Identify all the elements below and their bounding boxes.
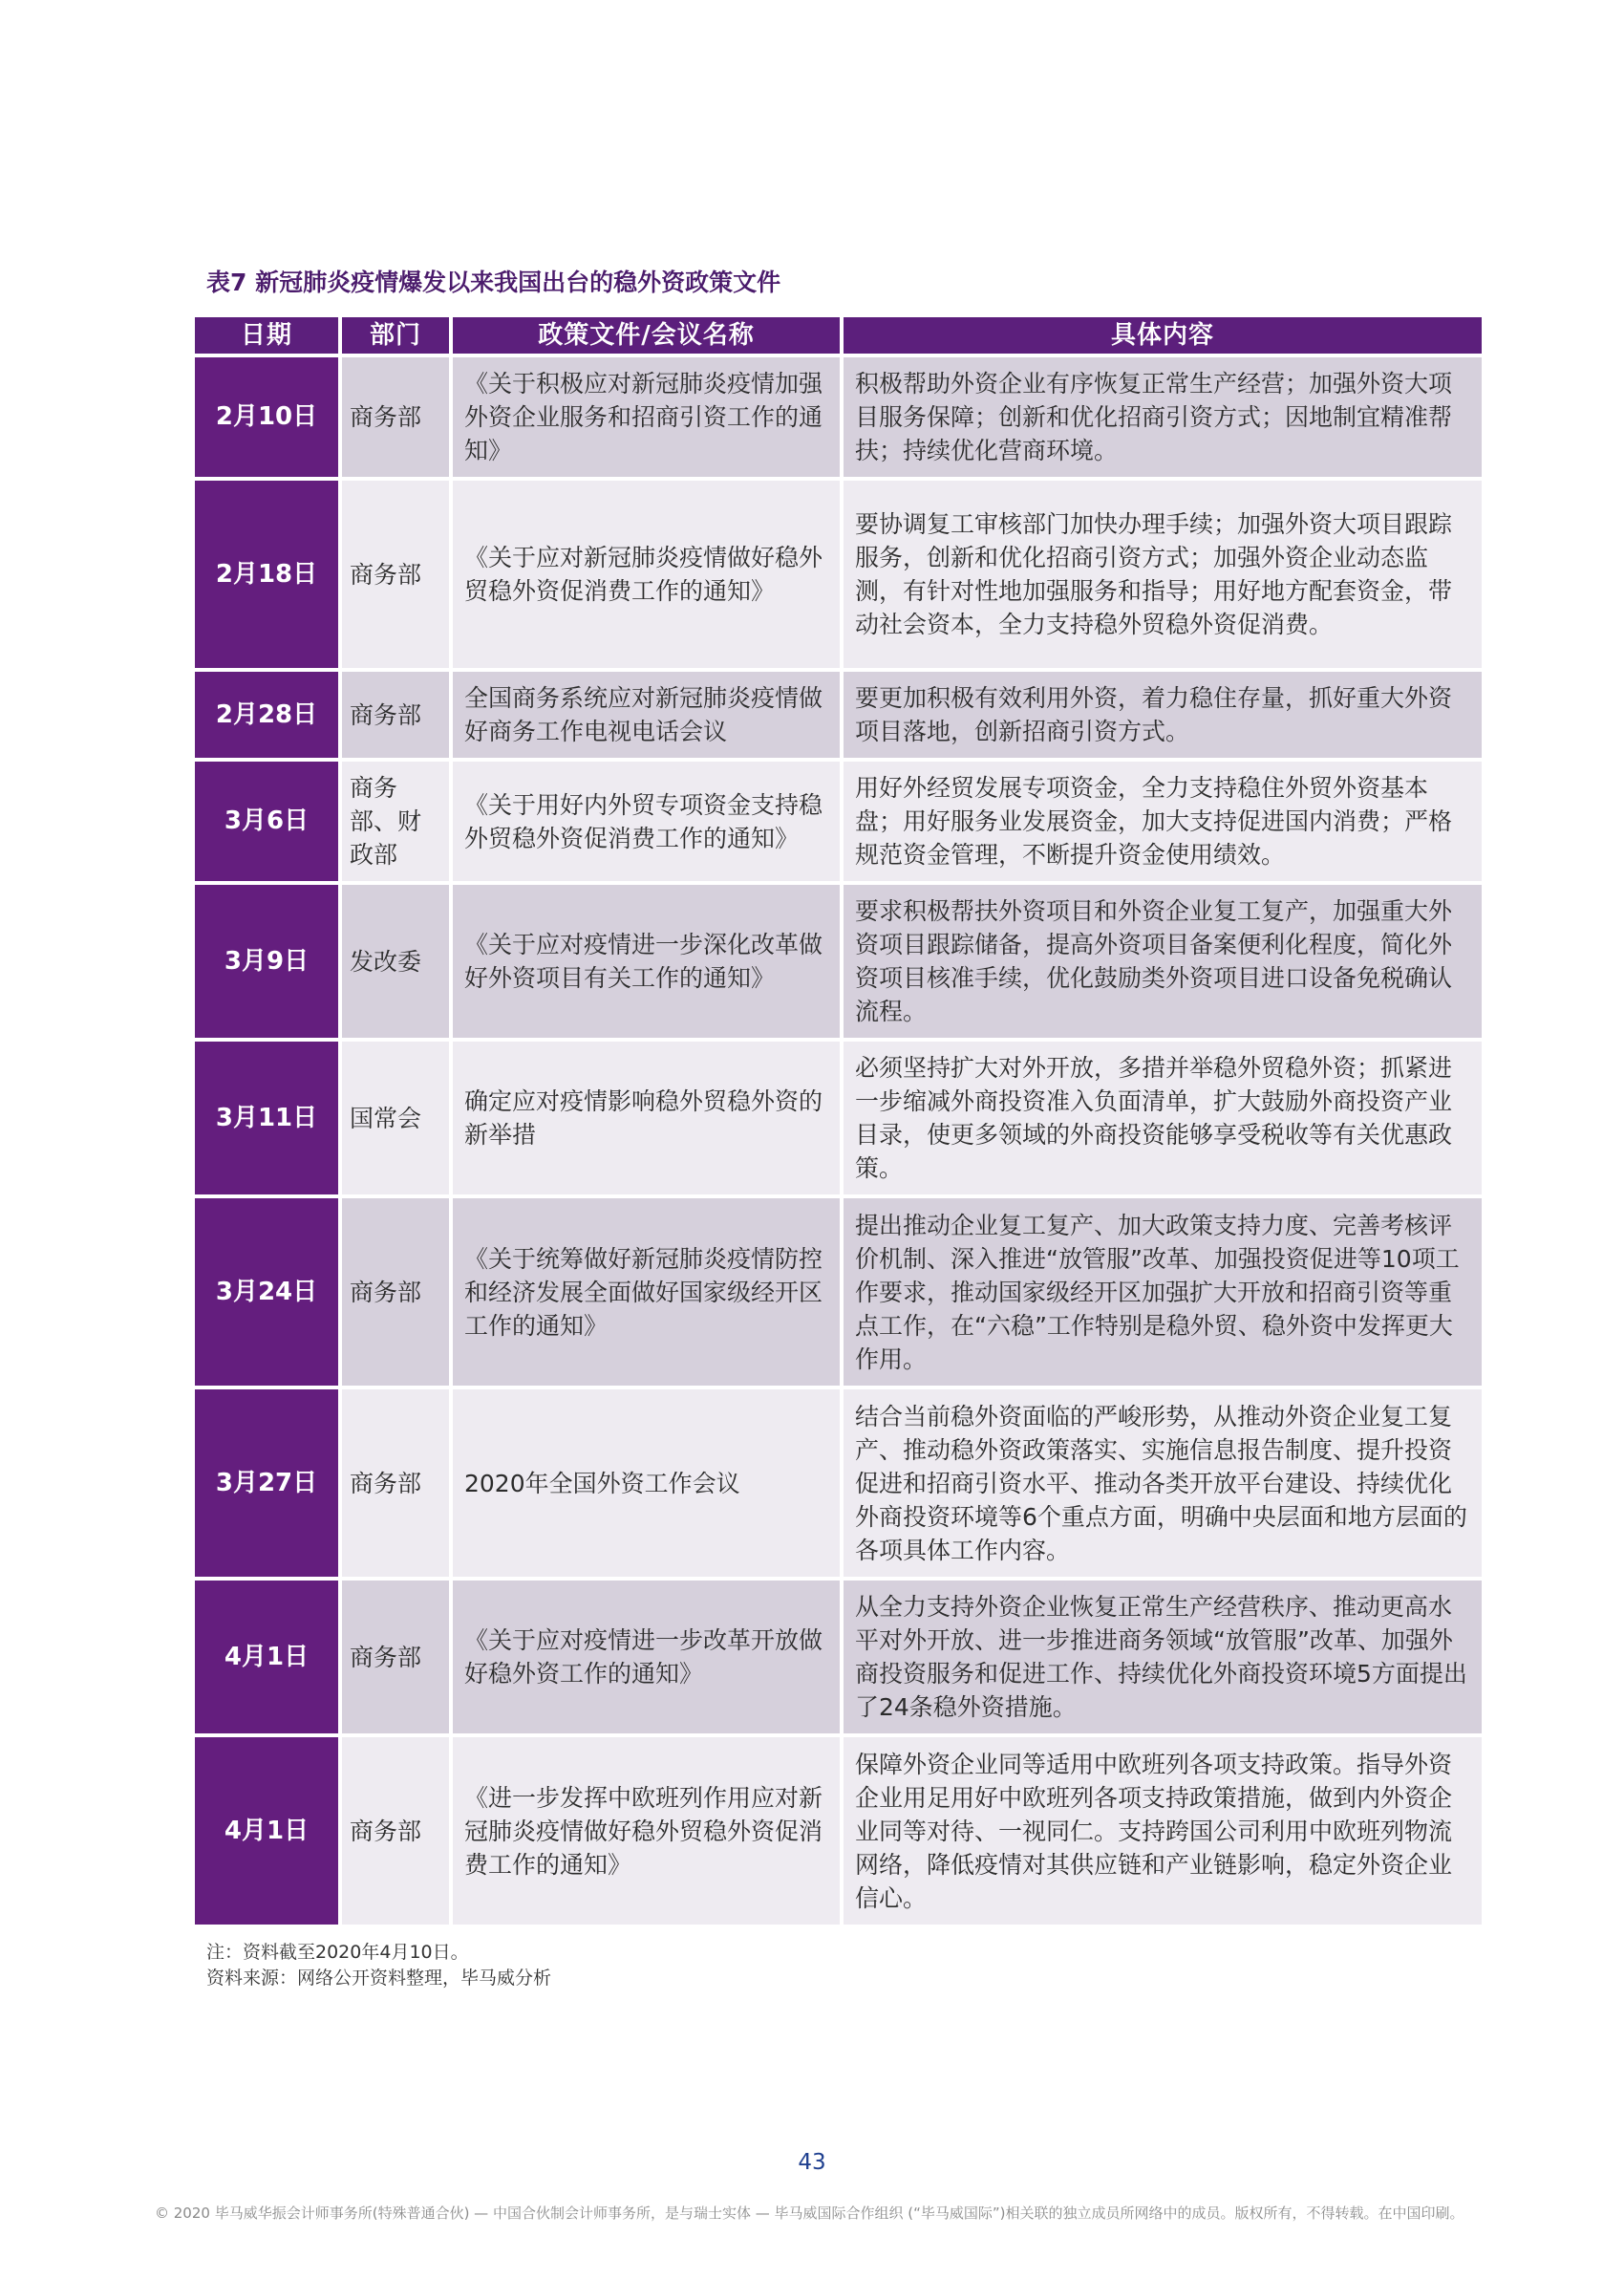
row-document: 2020年全国外资工作会议 <box>453 1389 840 1577</box>
column-header-content: 具体内容 <box>844 317 1482 354</box>
column-header-document: 政策文件/会议名称 <box>453 317 840 354</box>
table-header-row <box>195 317 1482 354</box>
row-date: 2月10日 <box>195 357 338 477</box>
row-document: 《关于应对新冠肺炎疫情做好稳外贸稳外资促消费工作的通知》 <box>453 481 840 668</box>
column-header-date: 日期 <box>195 317 338 354</box>
table-row <box>195 1389 1482 1577</box>
row-content: 用好外经贸发展专项资金，全力支持稳住外贸外资基本盘；用好服务业发展资金，加大支持促进国内消费；严格规范资金管理，不断提升资金使用绩效。 <box>844 762 1482 881</box>
row-content: 提出推动企业复工复产、加大政策支持力度、完善考核评价机制、深入推进“放管服”改革、加强投资促进等10项工作要求，推动国家级经开区加强扩大开放和招商引资等重点工作，在“六稳”工作特别是稳外贸、稳外资中发挥更大作用。 <box>844 1198 1482 1386</box>
row-department: 商务部 <box>342 481 449 668</box>
policy-table <box>191 313 1485 1928</box>
row-date: 3月27日 <box>195 1389 338 1577</box>
row-department: 商务部 <box>342 1198 449 1386</box>
row-department: 商务部 <box>342 1737 449 1925</box>
row-document: 《关于应对疫情进一步深化改革做好外资项目有关工作的通知》 <box>453 885 840 1038</box>
source-text: 资料来源：网络公开资料整理，毕马威分析 <box>206 1968 552 1989</box>
page-number: 43 <box>798 2150 826 2175</box>
row-date: 4月1日 <box>195 1581 338 1733</box>
table-row <box>195 885 1482 1038</box>
table-notes <box>206 1940 551 1991</box>
note-text: 注：资料截至2020年4月10日。 <box>206 1942 469 1963</box>
copyright-footer: © 2020 毕马威华振会计师事务所(特殊普通合伙) — 中国合伙制会计师事务所，是与瑞士实体 — 毕马威国际合作组织 (“毕马威国际”)相关联的独立成员所网络中的成员。版权所有，不得转载。在中国印刷。 <box>155 2205 1464 2222</box>
row-content: 要求积极帮扶外资项目和外资企业复工复产，加强重大外资项目跟踪储备，提高外资项目备案便利化程度，简化外资项目核准手续，优化鼓励类外资项目进口设备免税确认流程。 <box>844 885 1482 1038</box>
row-document: 《进一步发挥中欧班列作用应对新冠肺炎疫情做好稳外贸稳外资促消费工作的通知》 <box>453 1737 840 1925</box>
table-row <box>195 481 1482 668</box>
table-row <box>195 1042 1482 1194</box>
row-date: 2月28日 <box>195 672 338 758</box>
row-date: 3月9日 <box>195 885 338 1038</box>
row-document: 《关于积极应对新冠肺炎疫情加强外资企业服务和招商引资工作的通知》 <box>453 357 840 477</box>
table-row <box>195 1737 1482 1925</box>
row-content: 要协调复工审核部门加快办理手续；加强外资大项目跟踪服务，创新和优化招商引资方式；加强外资企业动态监测，有针对性地加强服务和指导；用好地方配套资金，带动社会资本，全力支持稳外贸稳外资促消费。 <box>844 481 1482 668</box>
table-row <box>195 357 1482 477</box>
row-date: 4月1日 <box>195 1737 338 1925</box>
row-date: 2月18日 <box>195 481 338 668</box>
row-document: 《关于用好内外贸专项资金支持稳外贸稳外资促消费工作的通知》 <box>453 762 840 881</box>
row-department: 商务部 <box>342 1389 449 1577</box>
row-department: 商务部 <box>342 672 449 758</box>
table-row <box>195 1581 1482 1733</box>
row-document: 《关于应对疫情进一步改革开放做好稳外资工作的通知》 <box>453 1581 840 1733</box>
table-title: 表7 新冠肺炎疫情爆发以来我国出台的稳外资政策文件 <box>206 269 781 296</box>
row-content: 从全力支持外资企业恢复正常生产经营秩序、推动更高水平对外开放、进一步推进商务领域“放管服”改革、加强外商投资服务和促进工作、持续优化外商投资环境5方面提出了24条稳外资措施。 <box>844 1581 1482 1733</box>
row-content: 保障外资企业同等适用中欧班列各项支持政策。指导外资企业用足用好中欧班列各项支持政策措施，做到内外资企业同等对待、一视同仁。支持跨国公司利用中欧班列物流网络，降低疫情对其供应链和产业链影响，稳定外资企业信心。 <box>844 1737 1482 1925</box>
table-row <box>195 672 1482 758</box>
row-department: 商务部 <box>342 357 449 477</box>
row-content: 积极帮助外资企业有序恢复正常生产经营；加强外资大项目服务保障；创新和优化招商引资方式；因地制宜精准帮扶；持续优化营商环境。 <box>844 357 1482 477</box>
row-content: 要更加积极有效利用外资，着力稳住存量，抓好重大外资项目落地，创新招商引资方式。 <box>844 672 1482 758</box>
table-row <box>195 1198 1482 1386</box>
row-department: 商务部 <box>342 1581 449 1733</box>
row-date: 3月6日 <box>195 762 338 881</box>
row-content: 结合当前稳外资面临的严峻形势，从推动外资企业复工复产、推动稳外资政策落实、实施信息报告制度、提升投资促进和招商引资水平、推动各类开放平台建设、持续优化外商投资环境等6个重点方面，明确中央层面和地方层面的各项具体工作内容。 <box>844 1389 1482 1577</box>
row-content: 必须坚持扩大对外开放，多措并举稳外贸稳外资；抓紧进一步缩减外商投资准入负面清单，扩大鼓励外商投资产业目录，使更多领域的外商投资能够享受税收等有关优惠政策。 <box>844 1042 1482 1194</box>
row-department: 商务部、财政部 <box>342 762 449 881</box>
row-document: 确定应对疫情影响稳外贸稳外资的新举措 <box>453 1042 840 1194</box>
row-department: 发改委 <box>342 885 449 1038</box>
column-header-department: 部门 <box>342 317 449 354</box>
row-date: 3月24日 <box>195 1198 338 1386</box>
row-document: 《关于统筹做好新冠肺炎疫情防控和经济发展全面做好国家级经开区工作的通知》 <box>453 1198 840 1386</box>
row-date: 3月11日 <box>195 1042 338 1194</box>
table-row <box>195 762 1482 881</box>
row-department: 国常会 <box>342 1042 449 1194</box>
row-document: 全国商务系统应对新冠肺炎疫情做好商务工作电视电话会议 <box>453 672 840 758</box>
